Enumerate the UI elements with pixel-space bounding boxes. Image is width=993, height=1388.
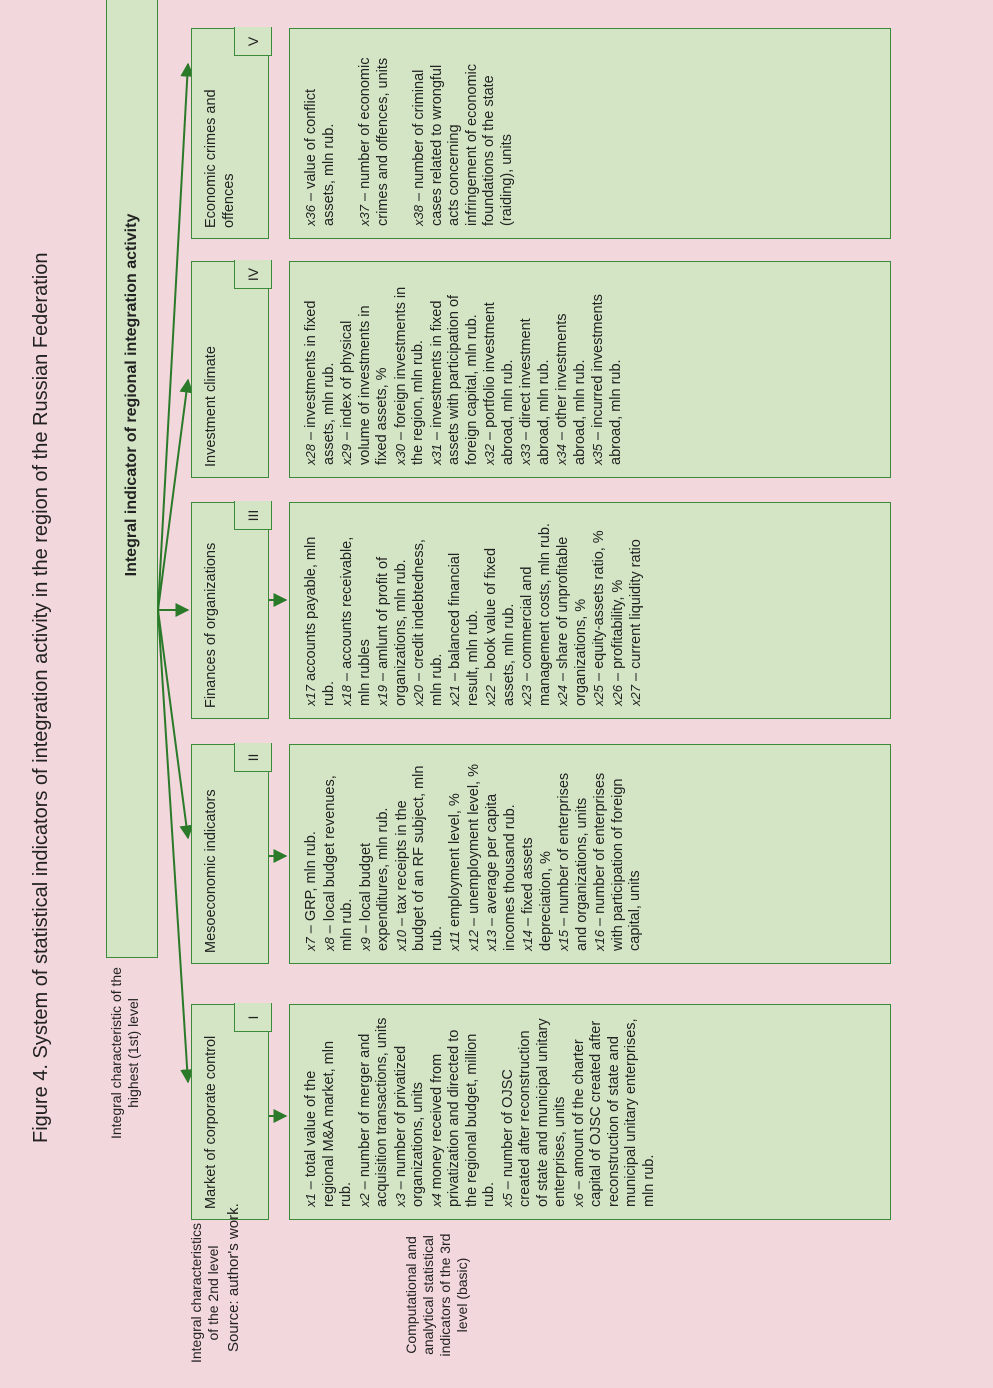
indicator-item: x15 – number of enterprises and organizations, units xyxy=(556,772,590,951)
indicator-var: x22 xyxy=(483,685,498,706)
indicator-var: x11 xyxy=(447,931,462,951)
category-box-investment-climate xyxy=(191,261,269,478)
indicator-var: x33 xyxy=(518,444,533,465)
indicator-item: x27 – current liquidity ratio xyxy=(628,539,644,706)
indicator-var: x13 xyxy=(484,930,499,951)
roman-numeral: III xyxy=(234,502,272,531)
indicator-item: x21 – balanced financial result, mln rub. xyxy=(447,552,481,706)
indicator-item: x10 – tax receipts in the budget of an RF subject, mln rub. xyxy=(393,765,445,951)
indicator-var: x24 xyxy=(555,685,570,706)
indicator-var: x7 xyxy=(303,937,318,951)
indicator-item: x3 – number of privatized organizations, units xyxy=(392,1045,426,1207)
category-box-market-corporate-control xyxy=(191,1004,269,1220)
indicator-item: x13 – average per capita incomes thousand rub. xyxy=(484,793,518,951)
source-note: Source: author's work. xyxy=(225,1203,242,1352)
indicator-var: x9 xyxy=(357,937,373,951)
indicator-item: x28 – investments in fixed assets, mln rub. xyxy=(303,300,337,465)
indicator-var: x5 xyxy=(499,1193,515,1207)
indicator-var: x17 xyxy=(303,685,318,706)
category-name: Mesoeconomic indicators xyxy=(203,789,219,953)
indicator-item: x31 – investments in fixed assets with participation of foreign capital, mln rub. xyxy=(428,294,480,465)
indicator-item: x16 – number of enterprises with participation of foreign capital, units xyxy=(592,772,643,951)
indicator-var: x10 xyxy=(393,930,409,951)
indicator-var: x8 xyxy=(321,937,337,951)
indicator-var: x30 xyxy=(392,444,408,465)
indicator-item: x26 – profitability, % xyxy=(609,579,626,706)
top-level-label: Integral characteristic of the highest (1st) level xyxy=(108,967,141,1139)
indicator-var: x37 xyxy=(357,205,372,226)
indicator-var: x15 xyxy=(556,930,571,951)
indicator-var: x16 xyxy=(592,930,607,951)
indicator-var: x20 xyxy=(411,685,426,706)
indicator-item: x11 employment level, % xyxy=(447,793,463,951)
category-box-economic-crimes xyxy=(191,28,269,239)
indicator-var: x4 xyxy=(428,1193,444,1207)
integral-indicator-label: Integral indicator of regional integration activity xyxy=(123,213,140,577)
category-name: Economic crimes and offences xyxy=(203,89,237,228)
indicator-var: x38 xyxy=(411,205,426,226)
indicator-item: x8 – local budget revenues, mln rub. xyxy=(321,775,355,951)
indicator-var: x1 xyxy=(303,1193,318,1207)
indicator-item: x18 – accounts receivable, mln rubles xyxy=(339,536,373,706)
indicator-list-mesoeconomic xyxy=(289,744,891,964)
indicator-item: x6 – amount of the charter capital of OJSC created after reconstruction of state and municipal unitary enterprises, mln rub. xyxy=(570,1018,657,1207)
indicator-item: x9 – local budget expenditures, mln rub. xyxy=(357,807,391,951)
indicator-var: x23 xyxy=(519,685,534,706)
indicator-var: x21 xyxy=(447,685,462,706)
indicator-var: x35 xyxy=(590,444,605,465)
arrow-to-category-4 xyxy=(158,380,188,610)
category-box-mesoeconomic xyxy=(191,744,269,964)
indicator-item: x17 accounts payable, mln rub. xyxy=(303,536,337,706)
row-label-3rd-level: Computational and analytical statistical indicators of the 3rd level (basic) xyxy=(403,1233,470,1357)
indicator-var: x3 xyxy=(392,1193,408,1207)
indicator-item: x4 money received from privatization and directed to the regional budget, million rub. xyxy=(428,1029,497,1207)
indicator-var: x19 xyxy=(375,685,390,706)
indicator-var: x14 xyxy=(520,930,535,951)
indicator-item: x34 – other investments abroad, mln rub. xyxy=(554,313,588,465)
indicator-item: x37 – number of economic crimes and offences, units xyxy=(357,57,391,226)
arrow-to-category-1 xyxy=(158,610,188,1082)
roman-numeral: IV xyxy=(234,261,272,290)
indicator-var: x29 xyxy=(339,444,354,465)
indicator-item: x12 – unemployment level, % xyxy=(465,764,482,951)
indicator-var: x31 xyxy=(428,444,444,465)
figure-title: Figure 4. System of statistical indicators of integration activity in the region of the Russian Federation xyxy=(30,252,52,1143)
indicator-item: x29 – index of physical volume of investments in fixed assets, % xyxy=(339,305,390,465)
indicator-item: x1 – total value of the regional M&A market, mln rub. xyxy=(303,1040,354,1207)
indicator-item: x2 – number of merger and acquisition transactions, units xyxy=(356,1017,390,1207)
indicator-var: x28 xyxy=(303,444,318,465)
category-name: Investment climate xyxy=(203,346,219,467)
indicator-item: x36 – value of conflict assets, mln rub. xyxy=(303,88,337,226)
indicator-item: x23 – commercial and management costs, mln rub. xyxy=(519,523,553,706)
roman-numeral: V xyxy=(234,28,272,57)
indicator-item: x30 – foreign investments in the region, mln rub. xyxy=(392,286,426,465)
indicator-var: x36 xyxy=(303,205,318,226)
indicator-var: x27 xyxy=(628,685,643,706)
arrow-to-category-5 xyxy=(158,64,188,610)
indicator-item: x22 – book value of fixed assets, mln rub. xyxy=(483,547,517,706)
indicator-item: x38 – number of criminal cases related to wrongful acts concerning infringement of economic foundations of the state (raiding), units xyxy=(411,64,515,226)
row-label-2nd-level: Integral characteristics of the 2nd level xyxy=(188,1222,221,1364)
indicator-item: x24 – share of unprofitable organizations, % xyxy=(555,536,589,706)
indicator-var: x26 xyxy=(609,685,625,706)
indicator-item: x35 – incurred investments abroad, mln rub. xyxy=(590,294,624,465)
arrow-to-category-2 xyxy=(158,610,188,838)
indicator-item: x19 – amlunt of profit of organizations, mln rub. xyxy=(375,556,409,706)
indicator-var: x6 xyxy=(570,1193,586,1207)
indicator-list-economic-crimes xyxy=(289,28,891,239)
roman-numeral: I xyxy=(234,1004,272,1033)
roman-numeral: II xyxy=(234,744,272,773)
category-box-finances xyxy=(191,502,269,719)
indicator-item: x5 – number of OJSC created after reconstruction of state and municipal unitary enterprises, units xyxy=(499,1018,568,1207)
indicator-var: x2 xyxy=(356,1193,372,1207)
indicator-item: x32 – portfolio investment abroad, mln rub. xyxy=(482,302,516,465)
indicator-list-investment-climate xyxy=(289,261,891,478)
indicator-var: x25 xyxy=(591,685,606,706)
category-name: Finances of organizations xyxy=(203,542,219,708)
indicator-var: x32 xyxy=(482,444,497,465)
indicator-item: x33 – direct investment abroad, mln rub. xyxy=(518,318,552,465)
indicator-var: x18 xyxy=(339,685,354,706)
indicator-item: x7 – GRP, mln rub. xyxy=(303,831,319,951)
indicator-var: x34 xyxy=(554,444,569,465)
indicator-item: x25 – equity-assets ratio, % xyxy=(591,530,607,706)
indicator-list-finances xyxy=(289,502,891,719)
indicator-item: x20 – credit indebtedness, mln rub. xyxy=(411,539,445,706)
indicator-list-market-corporate-control xyxy=(289,1004,891,1220)
indicator-item: x14 – fixed assets depreciation, % xyxy=(520,837,554,951)
indicator-var: x12 xyxy=(465,930,481,951)
category-name: Market of corporate control xyxy=(203,1035,219,1209)
